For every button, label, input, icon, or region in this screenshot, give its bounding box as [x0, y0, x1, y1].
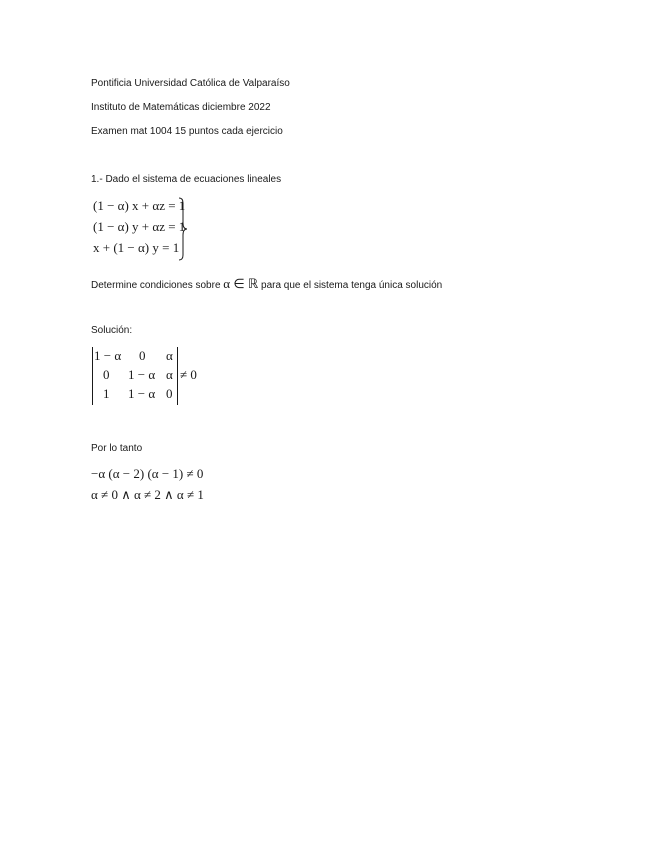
conclusion-label: Por lo tanto	[91, 443, 143, 454]
right-brace-icon	[178, 197, 188, 261]
matrix-cell: α	[166, 367, 173, 382]
question-after: para que el sistema tenga única solución	[261, 280, 443, 291]
university-name: Pontificia Universidad Católica de Valparaíso	[91, 78, 290, 89]
determinant	[91, 347, 211, 405]
problem-intro: 1.- Dado el sistema de ecuaciones lineales	[91, 174, 282, 185]
matrix-cell: 1 − α	[94, 348, 122, 363]
equation-system	[91, 197, 201, 261]
determinant-left-bar	[92, 347, 93, 405]
determinant-right-bar	[177, 347, 178, 405]
solution-label: Solución:	[91, 325, 133, 336]
question-line	[91, 276, 442, 292]
result-polynomial: −α (α − 2) (α − 1) ≠ 0	[91, 466, 204, 481]
matrix-cell: 1 − α	[128, 386, 156, 401]
matrix-cell: 1 − α	[128, 367, 156, 382]
result-conditions: α ≠ 0 ∧ α ≠ 2 ∧ α ≠ 1	[91, 487, 204, 502]
matrix-cell: α	[166, 348, 173, 363]
matrix-cell: 0	[166, 386, 173, 401]
exam-title: Examen mat 1004 15 puntos cada ejercicio	[91, 126, 283, 137]
equation-1: (1 − α) x + αz = 1	[93, 198, 186, 213]
equation-3: x + (1 − α) y = 1	[93, 240, 180, 255]
determinant-relation: ≠ 0	[180, 367, 197, 382]
matrix-cell: 1	[103, 386, 110, 401]
matrix-cell: 0	[139, 348, 146, 363]
equation-2: (1 − α) y + αz = 1	[93, 219, 186, 234]
alpha-in-reals: α ∈ ℝ	[223, 276, 259, 291]
institute-and-date: Instituto de Matemáticas diciembre 2022	[91, 102, 271, 113]
matrix-cell: 0	[103, 367, 110, 382]
question-before: Determine condiciones sobre	[91, 280, 221, 291]
